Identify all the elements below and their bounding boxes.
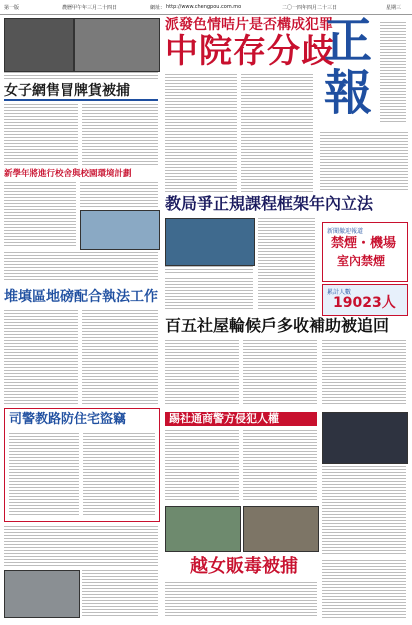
lunar-date: 農曆甲午年三月二十四日 xyxy=(62,5,118,11)
ad1-line-3: 室內禁煙 xyxy=(337,254,386,268)
body-school-plan-col1 xyxy=(4,182,76,248)
headline-school-plan: 新學年將進行校舍與校園環境計劃 xyxy=(4,169,132,179)
photo-caption xyxy=(4,72,158,80)
body-brief-col1 xyxy=(165,430,239,502)
body-fake-goods-col1 xyxy=(4,104,78,166)
ad1-line-2: 禁煙・機場 xyxy=(331,236,397,251)
body-law-col1 xyxy=(4,310,78,404)
ad1-line-1: 新聞撤迎報道 xyxy=(327,228,364,235)
masthead-info xyxy=(380,22,406,122)
headline-lead-brief-bg xyxy=(165,412,317,426)
photo-training-1 xyxy=(165,506,241,552)
ad2-line-2: 19023人 xyxy=(333,295,396,311)
photo-fake-goods-1 xyxy=(4,18,74,72)
photo-school xyxy=(80,210,160,250)
headline-law-enforcement: 堆填區地磅配合執法工作 xyxy=(4,289,158,305)
weekday: 星期三 xyxy=(386,5,402,11)
body-residents-col3 xyxy=(322,340,406,406)
ad-counter[interactable] xyxy=(322,284,408,316)
body-brief-col2 xyxy=(243,430,317,502)
body-security-col1 xyxy=(9,433,79,517)
body-school-plan-lower xyxy=(4,252,158,282)
photo-training-2 xyxy=(243,506,319,552)
photo-fake-goods-2 xyxy=(74,18,160,72)
masthead-char-1: 正 xyxy=(324,13,373,69)
body-curriculum-col1 xyxy=(165,278,253,310)
headline-cross-border: 越女販毒被捕 xyxy=(190,556,298,577)
body-law-col2 xyxy=(82,310,158,404)
body-security-col2 xyxy=(83,433,155,517)
body-cross-border xyxy=(165,582,317,618)
body-fake-goods-col2 xyxy=(82,104,158,166)
headline-lead-brief: 踢社通商警方侵犯人權 xyxy=(169,412,279,425)
ad2-line-1: 累計人數 xyxy=(327,289,352,296)
body-school-plan-col2 xyxy=(80,182,158,208)
headline-residents: 百五社屋輪候戶多收補助被追回 xyxy=(165,316,390,335)
photo-curriculum-caption xyxy=(165,266,253,274)
photo-drugs xyxy=(4,570,80,618)
issue-date: 二〇一四年四月二十三日 xyxy=(282,5,338,11)
photo-curriculum xyxy=(165,218,255,266)
headline-fake-goods: 女子網售冒牌貨被捕 xyxy=(4,84,158,101)
lead-kicker: 派發色情咭片是否構成犯罪 xyxy=(165,17,333,33)
photo-protest xyxy=(322,412,408,464)
site-url[interactable]: http://www.chengpou.com.mo xyxy=(166,4,242,10)
masthead xyxy=(318,13,408,128)
body-lead-col1 xyxy=(165,74,237,192)
page-number: 第一版 xyxy=(4,5,20,11)
masthead-char-2: 報 xyxy=(324,65,373,121)
body-bottom-left xyxy=(4,526,158,566)
body-drugs-brief xyxy=(82,570,158,616)
publisher-info xyxy=(320,132,408,192)
ad-no-smoking[interactable] xyxy=(322,222,408,282)
lead-headline: 中院存分歧 xyxy=(165,31,335,70)
body-curriculum-col2 xyxy=(258,218,315,310)
site-label: 網址： xyxy=(150,5,166,11)
body-protest xyxy=(322,466,406,556)
box-security-study xyxy=(4,408,160,522)
body-residents-col2 xyxy=(243,340,317,406)
body-residents-col1 xyxy=(165,340,239,406)
body-right-bottom xyxy=(322,560,406,618)
headline-security-study: 司警教路防住宅盜竊 xyxy=(9,412,127,427)
body-lead-col2 xyxy=(241,74,313,192)
headline-curriculum: 教局爭正規課程框架年內立法 xyxy=(165,194,374,213)
